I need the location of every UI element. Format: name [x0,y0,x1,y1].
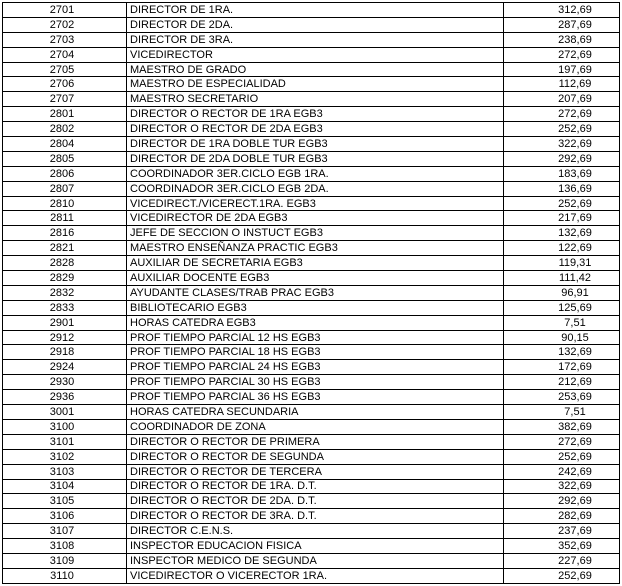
table-row [3,47,620,62]
amount-cell: 183,69 [504,166,620,181]
code-cell: 2901 [3,315,127,330]
amount-cell: 119,31 [504,256,620,271]
table-row [3,3,620,18]
description-cell: DIRECTOR O RECTOR DE 1RA. D.T. [127,479,504,494]
table-row [3,62,620,77]
amount-cell: 122,69 [504,241,620,256]
description-cell: DIRECTOR O RECTOR DE SEGUNDA [127,449,504,464]
code-cell: 2930 [3,375,127,390]
table-row [3,375,620,390]
amount-cell: 238,69 [504,32,620,47]
description-cell: COORDINADOR 3ER.CICLO EGB 1RA. [127,166,504,181]
description-cell: DIRECTOR O RECTOR DE 1RA EGB3 [127,107,504,122]
code-cell: 3109 [3,553,127,568]
table-body [3,3,620,584]
amount-cell: 312,69 [504,3,620,18]
amount-cell: 112,69 [504,77,620,92]
amount-cell: 172,69 [504,360,620,375]
amount-cell: 292,69 [504,494,620,509]
code-cell: 2936 [3,390,127,405]
description-cell: COORDINADOR DE ZONA [127,419,504,434]
amount-cell: 212,69 [504,375,620,390]
table-row [3,449,620,464]
code-cell: 2702 [3,17,127,32]
description-cell: DIRECTOR O RECTOR DE 3RA. D.T. [127,509,504,524]
amount-cell: 253,69 [504,390,620,405]
table-row [3,494,620,509]
amount-cell: 252,69 [504,122,620,137]
amount-cell: 217,69 [504,211,620,226]
code-cell: 2704 [3,47,127,62]
description-cell: PROF TIEMPO PARCIAL 30 HS EGB3 [127,375,504,390]
table-row [3,226,620,241]
amount-cell: 252,69 [504,568,620,583]
amount-cell: 252,69 [504,449,620,464]
code-cell: 2804 [3,137,127,152]
description-cell: MAESTRO DE ESPECIALIDAD [127,77,504,92]
table-row [3,434,620,449]
description-cell: INSPECTOR MEDICO DE SEGUNDA [127,553,504,568]
description-cell: JEFE DE SECCION O INSTUCT EGB3 [127,226,504,241]
description-cell: DIRECTOR C.E.N.S. [127,524,504,539]
code-cell: 2810 [3,196,127,211]
amount-cell: 111,42 [504,271,620,286]
code-cell: 2705 [3,62,127,77]
code-cell: 2701 [3,3,127,18]
amount-cell: 7,51 [504,405,620,420]
code-cell: 2918 [3,345,127,360]
code-cell: 2821 [3,241,127,256]
code-cell: 3104 [3,479,127,494]
table-row [3,151,620,166]
amount-cell: 252,69 [504,196,620,211]
amount-cell: 197,69 [504,62,620,77]
table-row [3,330,620,345]
description-cell: AUXILIAR DE SECRETARIA EGB3 [127,256,504,271]
amount-cell: 272,69 [504,434,620,449]
code-cell: 2924 [3,360,127,375]
code-cell: 2811 [3,211,127,226]
description-cell: PROF TIEMPO PARCIAL 24 HS EGB3 [127,360,504,375]
code-cell: 3110 [3,568,127,583]
table-row [3,405,620,420]
description-cell: DIRECTOR DE 2DA DOBLE TUR EGB3 [127,151,504,166]
table-row [3,196,620,211]
table-row [3,345,620,360]
description-cell: DIRECTOR DE 1RA DOBLE TUR EGB3 [127,137,504,152]
amount-cell: 96,91 [504,285,620,300]
code-cell: 3100 [3,419,127,434]
table-row [3,271,620,286]
table-row [3,524,620,539]
description-cell: DIRECTOR O RECTOR DE TERCERA [127,464,504,479]
amount-cell: 207,69 [504,92,620,107]
description-cell: MAESTRO SECRETARIO [127,92,504,107]
amount-cell: 242,69 [504,464,620,479]
amount-cell: 7,51 [504,315,620,330]
description-cell: DIRECTOR O RECTOR DE PRIMERA [127,434,504,449]
amount-cell: 382,69 [504,419,620,434]
description-cell: DIRECTOR O RECTOR DE 2DA. D.T. [127,494,504,509]
amount-cell: 322,69 [504,137,620,152]
table-row [3,568,620,583]
code-cell: 3108 [3,539,127,554]
table-row [3,77,620,92]
table-row [3,92,620,107]
table-row [3,285,620,300]
code-cell: 2806 [3,166,127,181]
code-cell: 2703 [3,32,127,47]
amount-cell: 136,69 [504,181,620,196]
description-cell: COORDINADOR 3ER.CICLO EGB 2DA. [127,181,504,196]
code-cell: 2707 [3,92,127,107]
code-cell: 2805 [3,151,127,166]
table-row [3,32,620,47]
code-cell: 2807 [3,181,127,196]
description-cell: MAESTRO ENSEÑANZA PRACTIC EGB3 [127,241,504,256]
description-cell: DIRECTOR DE 3RA. [127,32,504,47]
amount-cell: 90,15 [504,330,620,345]
table-row [3,17,620,32]
table-row [3,137,620,152]
description-cell: HORAS CATEDRA EGB3 [127,315,504,330]
code-cell: 2832 [3,285,127,300]
description-cell: PROF TIEMPO PARCIAL 18 HS EGB3 [127,345,504,360]
table-row [3,539,620,554]
table-row [3,211,620,226]
amount-cell: 125,69 [504,300,620,315]
description-cell: PROF TIEMPO PARCIAL 12 HS EGB3 [127,330,504,345]
description-cell: AYUDANTE CLASES/TRAB PRAC EGB3 [127,285,504,300]
table-row [3,300,620,315]
description-cell: INSPECTOR EDUCACION FISICA [127,539,504,554]
table-row [3,107,620,122]
amount-cell: 352,69 [504,539,620,554]
code-cell: 2912 [3,330,127,345]
table-row [3,315,620,330]
table-row [3,241,620,256]
description-cell: VICEDIRECT./VICERECT.1RA. EGB3 [127,196,504,211]
amount-cell: 132,69 [504,345,620,360]
table-row [3,479,620,494]
amount-cell: 322,69 [504,479,620,494]
salary-table [2,2,620,584]
code-cell: 2802 [3,122,127,137]
amount-cell: 282,69 [504,509,620,524]
description-cell: PROF TIEMPO PARCIAL 36 HS EGB3 [127,390,504,405]
amount-cell: 227,69 [504,553,620,568]
description-cell: VICEDIRECTOR O VICERECTOR 1RA. [127,568,504,583]
table-row [3,390,620,405]
table-row [3,553,620,568]
table-row [3,360,620,375]
code-cell: 2829 [3,271,127,286]
table-row [3,256,620,271]
description-cell: MAESTRO DE GRADO [127,62,504,77]
table-row [3,419,620,434]
table-row [3,464,620,479]
table-row [3,509,620,524]
amount-cell: 237,69 [504,524,620,539]
amount-cell: 287,69 [504,17,620,32]
code-cell: 3102 [3,449,127,464]
code-cell: 3107 [3,524,127,539]
code-cell: 3105 [3,494,127,509]
description-cell: HORAS CATEDRA SECUNDARIA [127,405,504,420]
code-cell: 2706 [3,77,127,92]
code-cell: 2816 [3,226,127,241]
table-row [3,166,620,181]
code-cell: 2828 [3,256,127,271]
table-row [3,122,620,137]
description-cell: AUXILIAR DOCENTE EGB3 [127,271,504,286]
description-cell: VICEDIRECTOR DE 2DA EGB3 [127,211,504,226]
description-cell: DIRECTOR DE 1RA. [127,3,504,18]
description-cell: DIRECTOR O RECTOR DE 2DA EGB3 [127,122,504,137]
code-cell: 2801 [3,107,127,122]
description-cell: VICEDIRECTOR [127,47,504,62]
table-row [3,181,620,196]
amount-cell: 272,69 [504,107,620,122]
code-cell: 3103 [3,464,127,479]
amount-cell: 292,69 [504,151,620,166]
description-cell: DIRECTOR DE 2DA. [127,17,504,32]
amount-cell: 272,69 [504,47,620,62]
code-cell: 3101 [3,434,127,449]
description-cell: BIBLIOTECARIO EGB3 [127,300,504,315]
amount-cell: 132,69 [504,226,620,241]
code-cell: 3106 [3,509,127,524]
code-cell: 2833 [3,300,127,315]
code-cell: 3001 [3,405,127,420]
